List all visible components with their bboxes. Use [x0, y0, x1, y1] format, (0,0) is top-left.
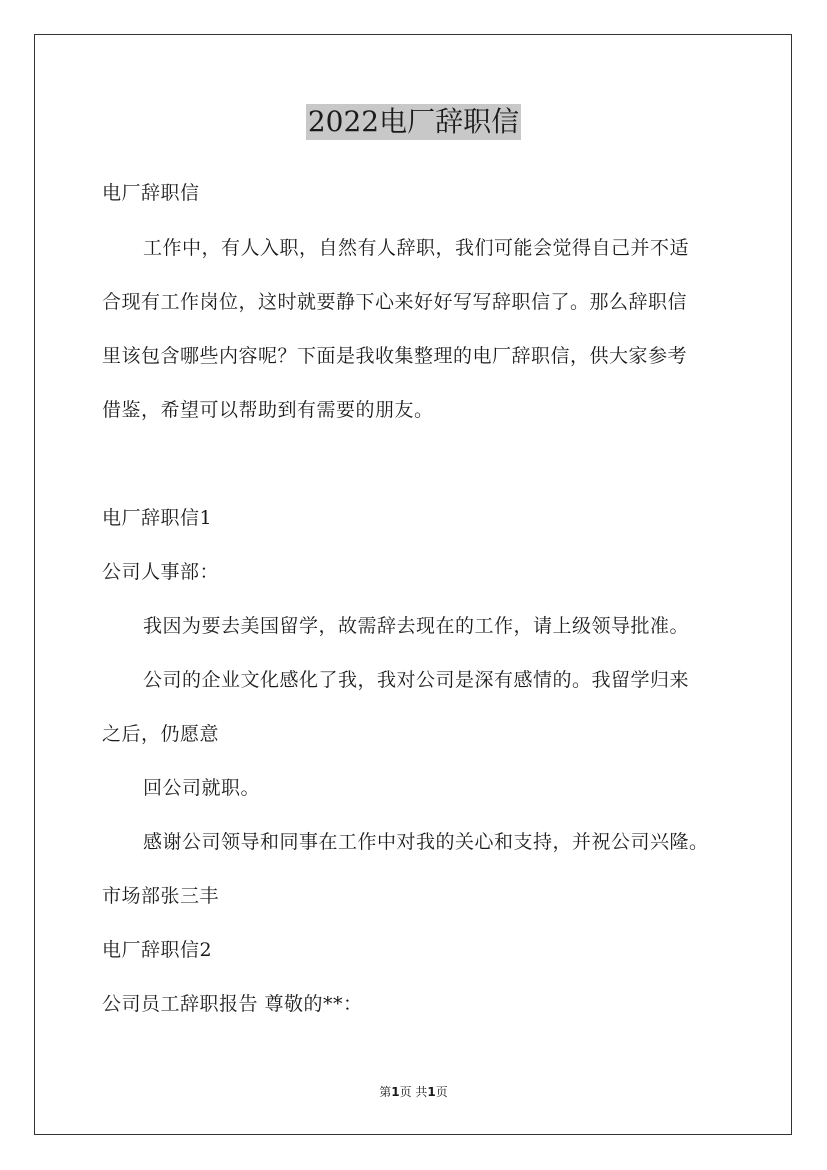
- section-heading: 电厂辞职信1: [102, 507, 213, 529]
- paragraph-line: 之后，仍愿意: [102, 723, 220, 745]
- paragraph-line: 公司员工辞职报告 尊敬的**：: [102, 993, 363, 1015]
- page-suffix: 页: [435, 1085, 448, 1099]
- paragraph-line: 公司的企业文化感化了我，我对公司是深有感情的。我留学归来: [143, 669, 690, 691]
- page-mid: 页 共: [399, 1085, 428, 1099]
- salutation: 公司人事部：: [102, 561, 220, 583]
- paragraph-line: 回公司就职。: [143, 777, 261, 799]
- paragraph-line: 里该包含哪些内容呢？下面是我收集整理的电厂辞职信，供大家参考: [102, 345, 688, 367]
- page-prefix: 第: [379, 1085, 392, 1099]
- paragraph-line: 借鉴，希望可以帮助到有需要的朋友。: [102, 399, 434, 421]
- signature: 市场部张三丰: [102, 885, 220, 907]
- section-heading: 电厂辞职信2: [102, 939, 213, 961]
- paragraph-line: 感谢公司领导和同事在工作中对我的关心和支持，并祝公司兴隆。: [143, 831, 709, 853]
- page-current: 1: [391, 1085, 400, 1099]
- page-footer: [0, 1084, 827, 1100]
- page-total: 1: [427, 1085, 436, 1099]
- paragraph-line: 合现有工作岗位，这时就要静下心来好好写写辞职信了。那么辞职信: [102, 291, 688, 313]
- document-title: 2022电厂辞职信: [307, 105, 520, 138]
- title-container: [0, 104, 827, 140]
- section-heading: 电厂辞职信: [102, 182, 200, 204]
- paragraph-line: 工作中，有人入职，自然有人辞职，我们可能会觉得自己并不适: [143, 237, 690, 259]
- paragraph-line: 我因为要去美国留学，故需辞去现在的工作，请上级领导批准。: [143, 615, 690, 637]
